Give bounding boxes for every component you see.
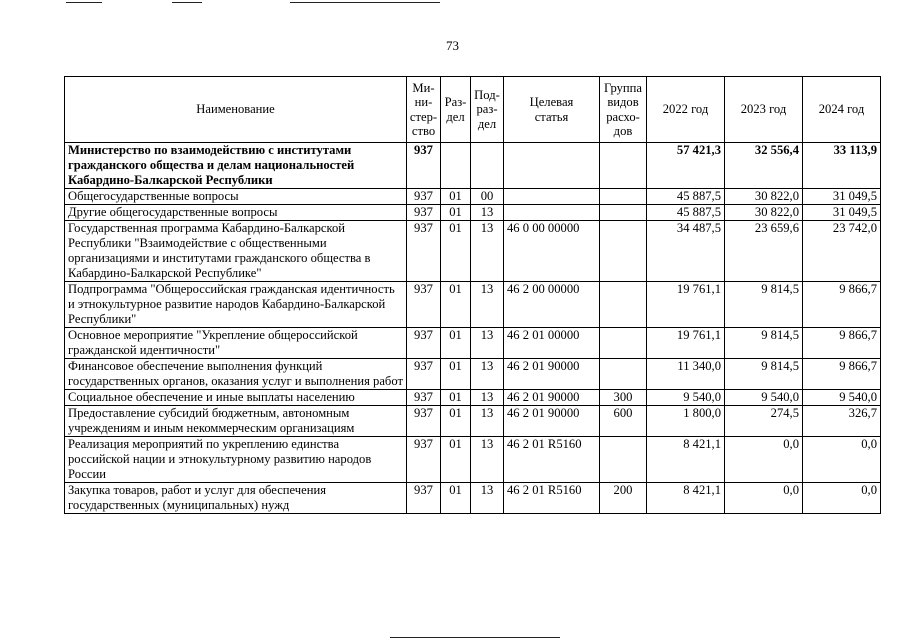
row-section: 01 xyxy=(441,390,471,406)
row-2023: 9 540,0 xyxy=(725,390,803,406)
row-2022: 34 487,5 xyxy=(647,221,725,282)
page-number: 73 xyxy=(446,38,459,53)
header-2024: 2024 год xyxy=(803,77,881,143)
row-name: Предоставление субсидий бюджетным, автономным учреждениям и иным некоммерческим организациям xyxy=(65,406,407,437)
header-expense-group: Группа видов расхо- дов xyxy=(600,77,647,143)
budget-table xyxy=(64,76,881,514)
table-header-row xyxy=(65,77,881,143)
row-target: 46 2 01 00000 xyxy=(504,328,600,359)
row-2024: 9 866,7 xyxy=(803,328,881,359)
row-name: Социальное обеспечение и иные выплаты населению xyxy=(65,390,407,406)
row-name: Реализация мероприятий по укреплению единства российской нации и этнокультурному развитию народов России xyxy=(65,437,407,483)
row-section: 01 xyxy=(441,406,471,437)
row-2024: 33 113,9 xyxy=(803,143,881,189)
row-section: 01 xyxy=(441,221,471,282)
header-ministry: Ми- ни- стер- ство xyxy=(407,77,441,143)
table-row xyxy=(65,390,881,406)
row-ministry: 937 xyxy=(407,221,441,282)
row-2023: 9 814,5 xyxy=(725,359,803,390)
header-name: Наименование xyxy=(65,77,407,143)
row-expense-group xyxy=(600,189,647,205)
row-ministry: 937 xyxy=(407,282,441,328)
header-subsection: Под- раз- дел xyxy=(471,77,504,143)
row-2024: 326,7 xyxy=(803,406,881,437)
row-ministry: 937 xyxy=(407,328,441,359)
row-section: 01 xyxy=(441,359,471,390)
row-2023: 23 659,6 xyxy=(725,221,803,282)
row-2024: 23 742,0 xyxy=(803,221,881,282)
row-name: Основное мероприятие "Укрепление общероссийской гражданской идентичности" xyxy=(65,328,407,359)
row-section: 01 xyxy=(441,437,471,483)
row-ministry: 937 xyxy=(407,143,441,189)
row-expense-group xyxy=(600,205,647,221)
scan-artifact-line xyxy=(390,637,560,638)
row-subsection: 13 xyxy=(471,406,504,437)
row-2022: 11 340,0 xyxy=(647,359,725,390)
row-target xyxy=(504,189,600,205)
row-name: Финансовое обеспечение выполнения функций государственных органов, оказания услуг и выполнения работ xyxy=(65,359,407,390)
row-expense-group: 200 xyxy=(600,483,647,514)
row-subsection: 00 xyxy=(471,189,504,205)
row-2024: 0,0 xyxy=(803,483,881,514)
row-2024: 0,0 xyxy=(803,437,881,483)
header-2023: 2023 год xyxy=(725,77,803,143)
row-expense-group xyxy=(600,282,647,328)
row-subsection: 13 xyxy=(471,328,504,359)
row-name: Подпрограмма "Общероссийская гражданская идентичность и этнокультурное развитие народов Кабардино-Балкарской Республики" xyxy=(65,282,407,328)
row-2024: 9 866,7 xyxy=(803,282,881,328)
header-section: Раз- дел xyxy=(441,77,471,143)
row-section: 01 xyxy=(441,205,471,221)
row-expense-group xyxy=(600,221,647,282)
row-ministry: 937 xyxy=(407,406,441,437)
row-subsection: 13 xyxy=(471,205,504,221)
table-row xyxy=(65,406,881,437)
row-2022: 8 421,1 xyxy=(647,483,725,514)
row-expense-group: 600 xyxy=(600,406,647,437)
row-2023: 32 556,4 xyxy=(725,143,803,189)
row-2022: 8 421,1 xyxy=(647,437,725,483)
row-2023: 30 822,0 xyxy=(725,189,803,205)
row-2024: 31 049,5 xyxy=(803,205,881,221)
row-2023: 0,0 xyxy=(725,483,803,514)
row-target xyxy=(504,205,600,221)
row-subsection xyxy=(471,143,504,189)
row-2022: 45 887,5 xyxy=(647,189,725,205)
row-name: Общегосударственные вопросы xyxy=(65,189,407,205)
table-row xyxy=(65,359,881,390)
row-ministry: 937 xyxy=(407,437,441,483)
scan-artifact-line xyxy=(66,2,102,3)
row-ministry: 937 xyxy=(407,359,441,390)
scan-artifact-line xyxy=(172,2,202,3)
row-name: Государственная программа Кабардино-Балкарской Республики "Взаимодействие с общественными организациями и институтами гражданского общества в Кабардино-Балкарской Республике" xyxy=(65,221,407,282)
row-section: 01 xyxy=(441,328,471,359)
row-ministry: 937 xyxy=(407,205,441,221)
header-target: Целевая статья xyxy=(504,77,600,143)
row-target: 46 2 01 R5160 xyxy=(504,483,600,514)
row-ministry: 937 xyxy=(407,189,441,205)
row-subsection: 13 xyxy=(471,483,504,514)
scan-artifact-line xyxy=(290,2,440,3)
row-2024: 9 866,7 xyxy=(803,359,881,390)
row-expense-group xyxy=(600,143,647,189)
row-2023: 9 814,5 xyxy=(725,328,803,359)
row-2023: 274,5 xyxy=(725,406,803,437)
row-subsection: 13 xyxy=(471,282,504,328)
row-target xyxy=(504,143,600,189)
row-section: 01 xyxy=(441,189,471,205)
row-section: 01 xyxy=(441,282,471,328)
row-ministry: 937 xyxy=(407,483,441,514)
row-section xyxy=(441,143,471,189)
table-row xyxy=(65,282,881,328)
row-target: 46 2 01 R5160 xyxy=(504,437,600,483)
table-row xyxy=(65,483,881,514)
row-name: Министерство по взаимодействию с институтами гражданского общества и делам национальностей Кабардино-Балкарской Республики xyxy=(65,143,407,189)
table-row xyxy=(65,328,881,359)
row-target: 46 2 00 00000 xyxy=(504,282,600,328)
row-expense-group xyxy=(600,359,647,390)
row-target: 46 2 01 90000 xyxy=(504,406,600,437)
table-row xyxy=(65,437,881,483)
row-2023: 30 822,0 xyxy=(725,205,803,221)
row-expense-group: 300 xyxy=(600,390,647,406)
row-subsection: 13 xyxy=(471,221,504,282)
row-2022: 9 540,0 xyxy=(647,390,725,406)
row-2022: 19 761,1 xyxy=(647,328,725,359)
table-row xyxy=(65,221,881,282)
row-expense-group xyxy=(600,437,647,483)
row-name: Другие общегосударственные вопросы xyxy=(65,205,407,221)
table-row xyxy=(65,205,881,221)
row-target: 46 2 01 90000 xyxy=(504,359,600,390)
row-2022: 19 761,1 xyxy=(647,282,725,328)
row-name: Закупка товаров, работ и услуг для обеспечения государственных (муниципальных) нужд xyxy=(65,483,407,514)
row-2022: 57 421,3 xyxy=(647,143,725,189)
header-2022: 2022 год xyxy=(647,77,725,143)
row-2024: 31 049,5 xyxy=(803,189,881,205)
row-target: 46 0 00 00000 xyxy=(504,221,600,282)
table-row xyxy=(65,189,881,205)
row-target: 46 2 01 90000 xyxy=(504,390,600,406)
row-subsection: 13 xyxy=(471,437,504,483)
row-2023: 9 814,5 xyxy=(725,282,803,328)
row-2022: 1 800,0 xyxy=(647,406,725,437)
row-2024: 9 540,0 xyxy=(803,390,881,406)
row-expense-group xyxy=(600,328,647,359)
row-2022: 45 887,5 xyxy=(647,205,725,221)
row-section: 01 xyxy=(441,483,471,514)
row-subsection: 13 xyxy=(471,390,504,406)
table-row xyxy=(65,143,881,189)
row-2023: 0,0 xyxy=(725,437,803,483)
row-ministry: 937 xyxy=(407,390,441,406)
row-subsection: 13 xyxy=(471,359,504,390)
